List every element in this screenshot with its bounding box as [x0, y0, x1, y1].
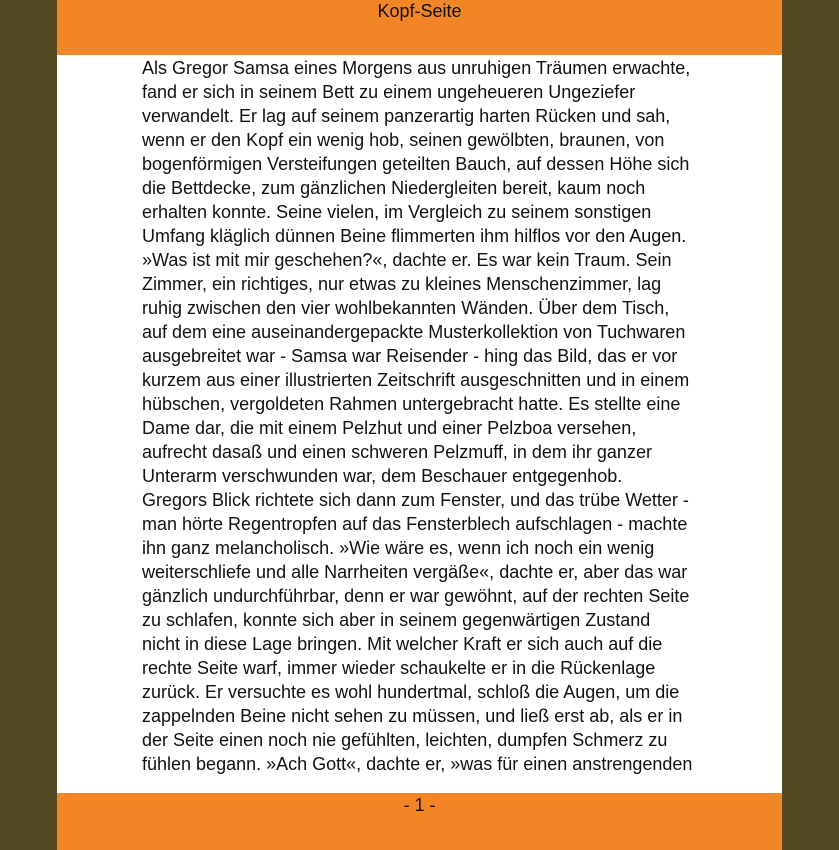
document-page [57, 0, 782, 850]
text-line: auf dem eine auseinandergepackte Musterkollektion von Tuchwaren [142, 322, 686, 342]
text-line: man hörte Regentropfen auf das Fensterblech aufschlagen - machte [142, 514, 688, 534]
text-line: zurück. Er versuchte es wohl hundertmal, schloß die Augen, um die [142, 682, 680, 702]
text-line: Gregors Blick richtete sich dann zum Fenster, und das trübe Wetter - [142, 490, 689, 510]
text-line: gänzlich undurchführbar, denn er war gewöhnt, auf der rechten Seite [142, 586, 690, 606]
text-line: verwandelt. Er lag auf seinem panzerartig harten Rücken und sah, [142, 106, 671, 126]
text-line: Dame dar, die mit einem Pelzhut und einer Pelzboa versehen, [142, 418, 637, 438]
text-line: die Bettdecke, zum gänzlichen Niedergleiten bereit, kaum noch [142, 178, 646, 198]
text-line: fühlen begann. »Ach Gott«, dachte er, »was für einen anstrengenden [142, 754, 693, 774]
text-line: zu schlafen, konnte sich aber in seinem gegenwärtigen Zustand [142, 610, 651, 630]
text-line: ihn ganz melancholisch. »Wie wäre es, wenn ich noch ein wenig [142, 538, 655, 558]
page-number: - 1 - [403, 795, 436, 815]
page-footer [57, 793, 782, 850]
text-line: erhalten konnte. Seine vielen, im Vergleich zu seinem sonstigen [142, 202, 652, 222]
text-line: Zimmer, ein richtiges, nur etwas zu kleines Menschenzimmer, lag [142, 274, 662, 294]
text-line: Als Gregor Samsa eines Morgens aus unruhigen Träumen erwachte, [142, 58, 691, 78]
text-line: »Was ist mit mir geschehen?«, dachte er. Es war kein Traum. Sein [142, 250, 672, 270]
text-line: fand er sich in seinem Bett zu einem ungeheueren Ungeziefer [142, 82, 636, 102]
text-line: hübschen, vergoldeten Rahmen untergebracht hatte. Es stellte eine [142, 394, 681, 414]
text-line: kurzem aus einer illustrierten Zeitschrift ausgeschnitten und in einem [142, 370, 690, 390]
text-line: Unterarm verschwunden war, dem Beschauer entgegenhob. [142, 466, 623, 486]
header-title: Kopf-Seite [377, 1, 462, 21]
text-line: nicht in diese Lage bringen. Mit welcher Kraft er sich auch auf die [142, 634, 663, 654]
text-line: ruhig zwischen den vier wohlbekannten Wänden. Über dem Tisch, [142, 298, 670, 318]
text-line: Umfang kläglich dünnen Beine flimmerten ihm hilflos vor den Augen. [142, 226, 687, 246]
text-line: zappelnden Beine nicht sehen zu müssen, und ließ erst ab, als er in [142, 706, 683, 726]
page-header [57, 0, 782, 55]
text-line: wenn er den Kopf ein wenig hob, seinen gewölbten, braunen, von [142, 130, 665, 150]
text-line: der Seite einen noch nie gefühlten, leichten, dumpfen Schmerz zu [142, 730, 668, 750]
text-line: rechte Seite warf, immer wieder schaukelte er in die Rückenlage [142, 658, 656, 678]
text-line: ausgebreitet war - Samsa war Reisender - hing das Bild, das er vor [142, 346, 678, 366]
text-line: bogenförmigen Versteifungen geteilten Bauch, auf dessen Höhe sich [142, 154, 690, 174]
text-line: aufrecht dasaß und einen schweren Pelzmuff, in dem ihr ganzer [142, 442, 652, 462]
text-line: weiterschliefe und alle Narrheiten vergäße«, dachte er, aber das war [142, 562, 688, 582]
body-text [142, 56, 782, 776]
